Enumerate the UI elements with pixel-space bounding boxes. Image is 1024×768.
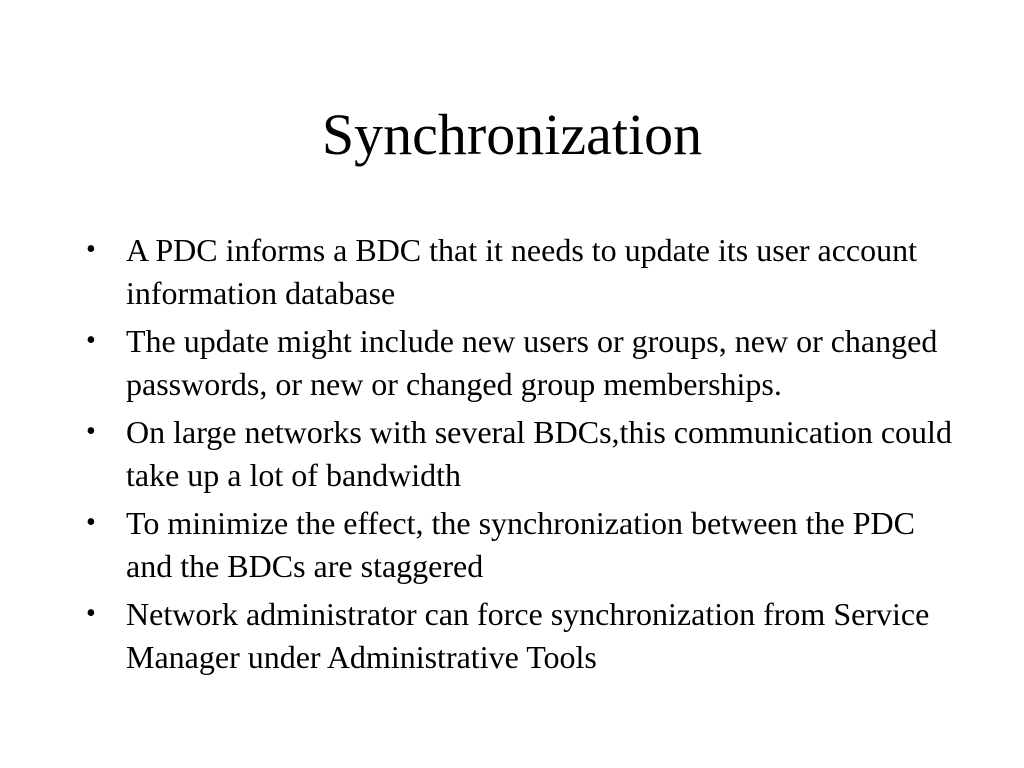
bullet-text: Network administrator can force synchronization from Service Manager under Administrative Tools — [126, 596, 930, 675]
bullet-text: The update might include new users or groups, new or changed passwords, or new or changed group memberships. — [126, 323, 938, 402]
bullet-icon: • — [86, 507, 96, 538]
bullet-icon: • — [86, 234, 96, 265]
bullet-item — [84, 593, 964, 678]
bullet-text: To minimize the effect, the synchronization between the PDC and the BDCs are staggered — [126, 505, 915, 584]
bullet-item — [84, 320, 964, 405]
bullet-list — [84, 229, 964, 684]
bullet-item — [84, 411, 964, 496]
bullet-text: A PDC informs a BDC that it needs to update its user account information database — [126, 232, 917, 311]
bullet-icon: • — [86, 325, 96, 356]
bullet-icon: • — [86, 598, 96, 629]
bullet-icon: • — [86, 416, 96, 447]
bullet-item — [84, 502, 964, 587]
bullet-text: On large networks with several BDCs,this communication could take up a lot of bandwidth — [126, 414, 952, 493]
bullet-item — [84, 229, 964, 314]
slide-title: Synchronization — [321, 102, 703, 167]
